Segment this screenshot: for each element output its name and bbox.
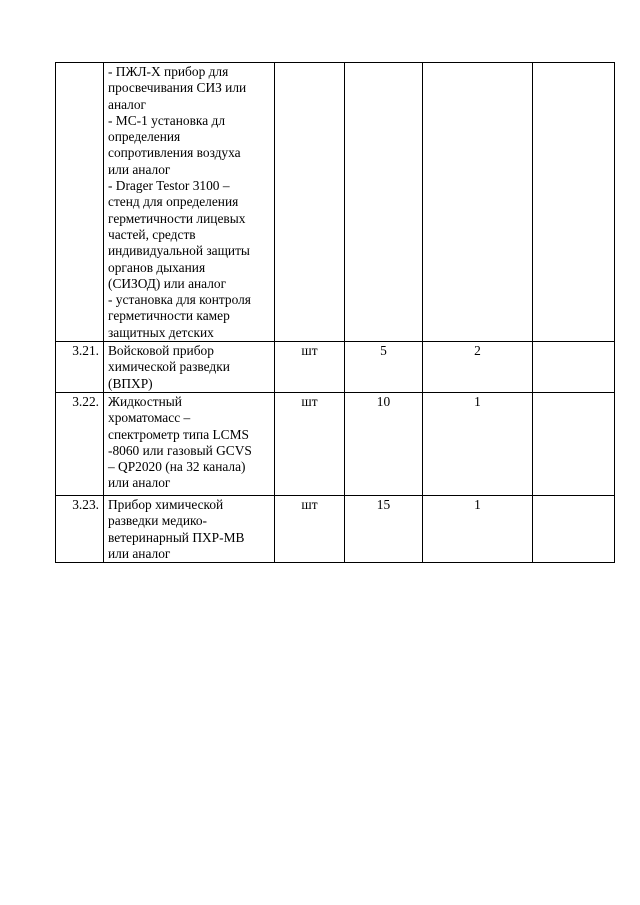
quantity-cell	[345, 63, 423, 342]
item-name-cell	[104, 63, 275, 342]
unit-cell: шт	[275, 342, 345, 393]
item-name-line: защитных детских	[108, 324, 214, 340]
item-name-line: Жидкостный	[108, 393, 182, 409]
item-name-cell	[104, 342, 275, 393]
item-name-line: хроматомасс –	[108, 410, 191, 426]
item-name-line: или аналог	[108, 161, 171, 177]
item-name-line: Войсковой прибор	[108, 343, 214, 359]
item-name-line: органов дыхания	[108, 259, 206, 275]
item-name-line: спектрометр типа LCMS	[108, 426, 249, 442]
item-name-line: индивидуальной защиты	[108, 243, 250, 259]
unit-cell: шт	[275, 495, 345, 562]
quantity-cell: 5	[345, 342, 423, 393]
table-row	[56, 342, 615, 393]
item-name-line: частей, средств	[108, 226, 196, 242]
item-name-cell	[104, 495, 275, 562]
item-name-line: ветеринарный ПХР-МВ	[108, 529, 245, 545]
item-name-line: аналог	[108, 96, 147, 112]
quantity-cell: 10	[345, 392, 423, 495]
item-name-line: просвечивания СИЗ или	[108, 80, 247, 96]
item-number-cell: 3.22.	[56, 392, 104, 495]
item-name-line: герметичности камер	[108, 308, 230, 324]
item-number-cell: 3.23.	[56, 495, 104, 562]
equipment-table	[55, 62, 615, 563]
note-cell	[533, 342, 615, 393]
table-row	[56, 392, 615, 495]
quantity-cell: 15	[345, 495, 423, 562]
table-row	[56, 495, 615, 562]
norm-cell: 2	[423, 342, 533, 393]
item-name-line: сопротивления воздуха	[108, 145, 241, 161]
item-name-line: разведки медико-	[108, 513, 207, 529]
item-name-line: стенд для определения	[108, 194, 239, 210]
item-name-cell	[104, 392, 275, 495]
item-name-line: – QP2020 (на 32 канала)	[108, 459, 246, 475]
item-name-line: - Drager Testor 3100 –	[108, 178, 230, 194]
item-name-line: -8060 или газовый GCVS	[108, 442, 252, 458]
unit-cell: шт	[275, 392, 345, 495]
item-number-cell	[56, 63, 104, 342]
note-cell	[533, 392, 615, 495]
item-name-line: - ПЖЛ-Х прибор для	[108, 64, 229, 79]
item-name-line: герметичности лицевых	[108, 210, 246, 226]
item-name-line: химической разведки	[108, 359, 230, 375]
item-name-line: - МС-1 установка дл	[108, 112, 226, 128]
item-name-line: - установка для контроля	[108, 292, 251, 308]
item-name-line: или аналог	[108, 545, 171, 561]
norm-cell	[423, 63, 533, 342]
unit-cell	[275, 63, 345, 342]
table-row	[56, 63, 615, 342]
note-cell	[533, 495, 615, 562]
item-name-line: или аналог	[108, 475, 171, 491]
norm-cell: 1	[423, 495, 533, 562]
item-name-line: (СИЗОД) или аналог	[108, 275, 227, 291]
item-name-line: (ВПХР)	[108, 375, 153, 391]
norm-cell: 1	[423, 392, 533, 495]
item-name-line: Прибор химической	[108, 496, 224, 512]
item-number-cell: 3.21.	[56, 342, 104, 393]
item-name-line: определения	[108, 129, 181, 145]
note-cell	[533, 63, 615, 342]
